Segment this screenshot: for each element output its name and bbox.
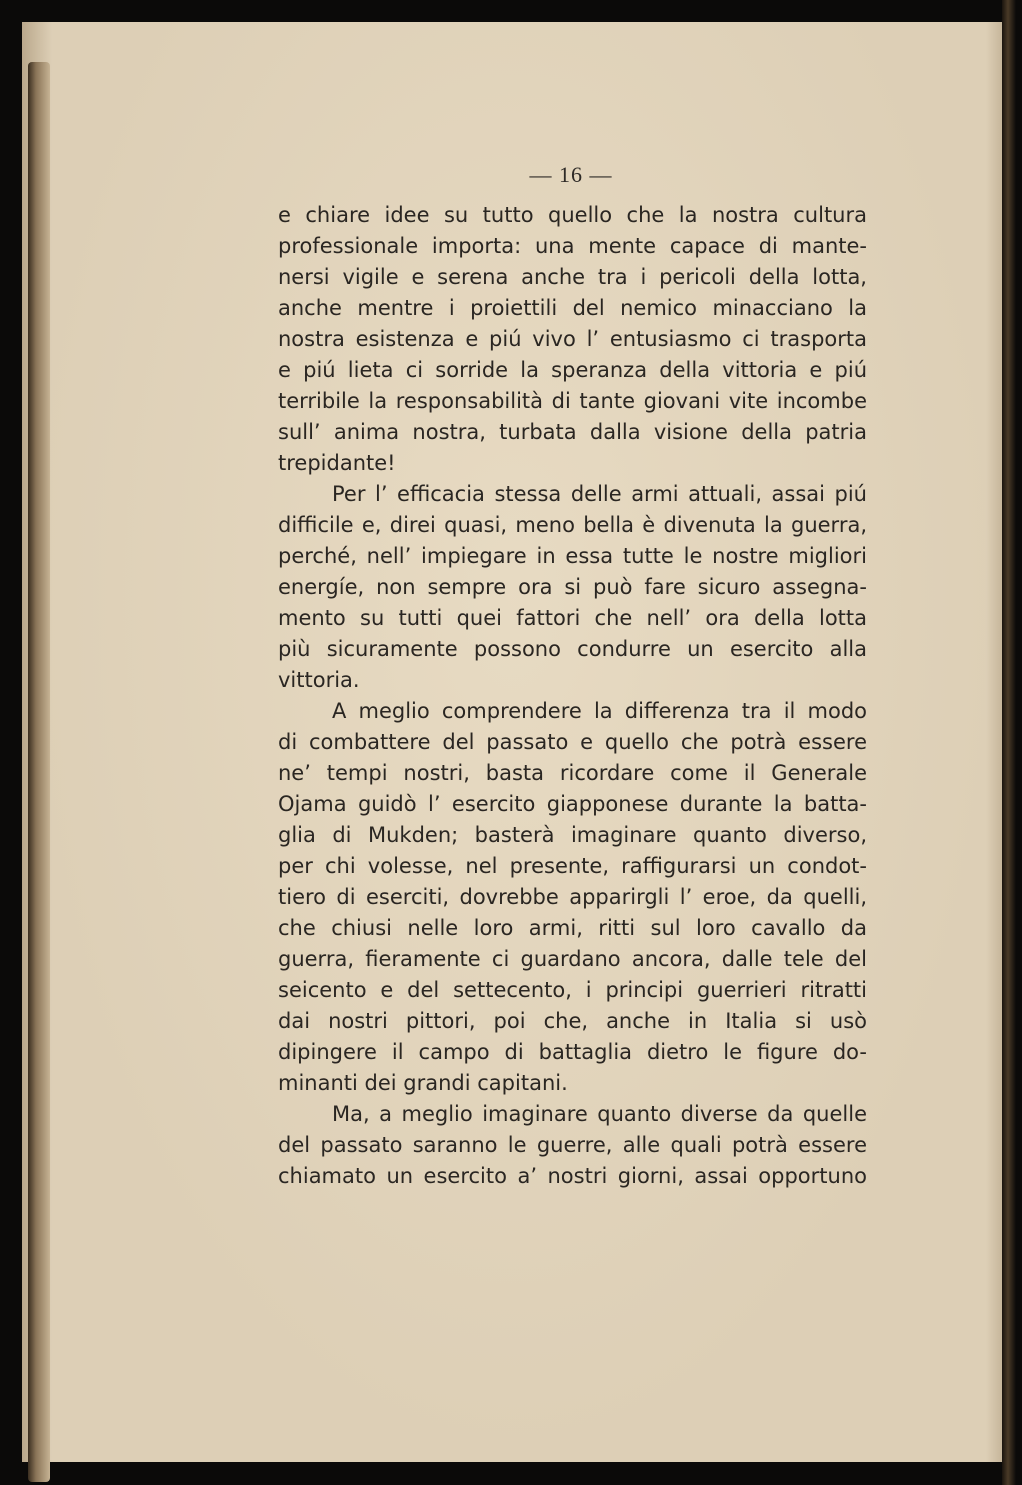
- text-line: Per l’ efficacia stessa delle armi attuali, assai piú: [332, 482, 867, 506]
- text-line: mento su tutti quei fattori che nell’ ora della lotta: [278, 606, 867, 630]
- binding-edge: [28, 62, 50, 1482]
- text-line: Ma, a meglio imaginare quanto diverse da quelle: [332, 1102, 867, 1126]
- text-line: energíe, non sempre ora si può fare sicuro assegna-: [278, 575, 867, 599]
- text-line: seicento e del settecento, i principi guerrieri ritratti: [278, 978, 867, 1002]
- text-line: del passato saranno le guerre, alle quali potrà essere: [278, 1133, 867, 1157]
- text-line: e piú lieta ci sorride la speranza della vittoria e piú: [278, 358, 867, 382]
- text-line: nostra esistenza e piú vivo l’ entusiasmo ci trasporta: [278, 327, 867, 351]
- right-page-edge: [1002, 0, 1022, 1485]
- text-line: trepidante!: [278, 451, 396, 475]
- text-line: di combattere del passato e quello che potrà essere: [278, 730, 867, 754]
- text-line: glia di Mukden; basterà imaginare quanto diverso,: [278, 823, 867, 847]
- text-line: per chi volesse, nel presente, raffigurarsi un condot-: [278, 854, 867, 878]
- text-line: terribile la responsabilità di tante giovani vite incombe: [278, 389, 867, 413]
- body-text: [278, 200, 867, 1192]
- page-number: — 16 —: [529, 162, 613, 187]
- text-line: difficile e, direi quasi, meno bella è divenuta la guerra,: [278, 513, 867, 537]
- text-line: tiero di eserciti, dovrebbe apparirgli l’ eroe, da quelli,: [278, 885, 867, 909]
- text-line: nersi vigile e serena anche tra i pericoli della lotta,: [278, 265, 867, 289]
- text-line: sull’ anima nostra, turbata dalla visione della patria: [278, 420, 867, 444]
- text-line: che chiusi nelle loro armi, ritti sul loro cavallo da: [278, 916, 867, 940]
- text-line: Ojama guidò l’ esercito giapponese durante la batta-: [278, 792, 867, 816]
- text-line: ne’ tempi nostri, basta ricordare come il Generale: [278, 761, 867, 785]
- text-line: anche mentre i proiettili del nemico minacciano la: [278, 296, 867, 320]
- text-line: dipingere il campo di battaglia dietro le figure do-: [278, 1040, 867, 1064]
- text-line: chiamato un esercito a’ nostri giorni, assai opportuno: [278, 1164, 867, 1188]
- text-line: e chiare idee su tutto quello che la nostra cultura: [278, 203, 867, 227]
- text-line: A meglio comprendere la differenza tra il modo: [332, 699, 867, 723]
- text-line: dai nostri pittori, poi che, anche in Italia si usò: [278, 1009, 867, 1033]
- text-line: perché, nell’ impiegare in essa tutte le nostre migliori: [278, 544, 867, 568]
- text-line: guerra, fieramente ci guardano ancora, dalle tele del: [278, 947, 867, 971]
- text-line: più sicuramente possono condurre un esercito alla: [278, 637, 867, 661]
- text-line: minanti dei grandi capitani.: [278, 1071, 568, 1095]
- text-line: vittoria.: [278, 668, 360, 692]
- text-line: professionale importa: una mente capace di mante-: [278, 234, 867, 258]
